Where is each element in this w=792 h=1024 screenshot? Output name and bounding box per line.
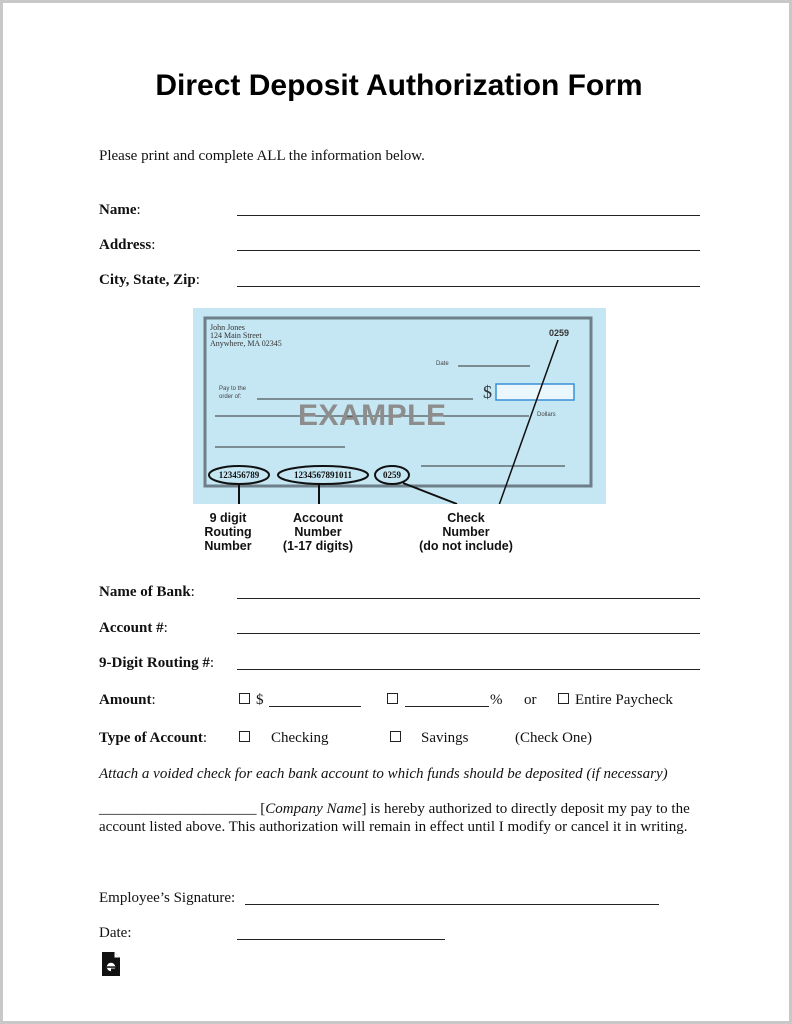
account-caption: Account Number (1-17 digits) bbox=[282, 511, 354, 553]
signature-field[interactable] bbox=[245, 904, 659, 905]
page-title: Direct Deposit Authorization Form bbox=[155, 69, 643, 102]
check-dollar-sign: $ bbox=[483, 382, 492, 402]
check-one-note: (Check One) bbox=[515, 730, 593, 746]
entire-paycheck-label: Entire Paycheck bbox=[575, 692, 673, 708]
checking-label: Checking bbox=[271, 730, 329, 746]
entire-paycheck-checkbox[interactable] bbox=[558, 693, 569, 704]
account-type-label: Type of Account: bbox=[99, 730, 208, 746]
document-logo-icon bbox=[101, 951, 121, 977]
check-number-top: 0259 bbox=[549, 328, 570, 338]
check-number-micr: 0259 bbox=[383, 470, 401, 480]
check-owner-city: Anywhere, MA 02345 bbox=[210, 339, 282, 348]
routing-number-label: 9-Digit Routing #: bbox=[99, 655, 215, 671]
amount-or-text: or bbox=[524, 692, 537, 708]
savings-checkbox[interactable] bbox=[390, 731, 401, 742]
name-field[interactable] bbox=[237, 215, 700, 216]
authorization-paragraph: _____________________ [Company Name] is hereby authorized to directly deposit my pay to the account listed above. This authorization will remain in effect until I modify or cancel it in writing. bbox=[99, 801, 690, 835]
account-number-micr: 1234567891011 bbox=[293, 470, 353, 480]
name-label: Name: bbox=[99, 202, 141, 218]
amount-percent-checkbox[interactable] bbox=[387, 693, 398, 704]
savings-label: Savings bbox=[421, 730, 469, 746]
routing-caption: 9 digit Routing Number bbox=[204, 511, 252, 553]
city-state-zip-field[interactable] bbox=[237, 286, 700, 287]
intro-text: Please print and complete ALL the information below. bbox=[99, 148, 425, 164]
check-payto-line2: order of: bbox=[219, 394, 242, 400]
signature-label: Employee’s Signature: bbox=[99, 890, 236, 906]
city-state-zip-label: City, State, Zip: bbox=[99, 272, 200, 288]
checking-checkbox[interactable] bbox=[239, 731, 250, 742]
check-watermark: EXAMPLE bbox=[298, 399, 447, 432]
company-name-blank[interactable]: _____________________ bbox=[99, 801, 257, 817]
check-dollars-label: Dollars bbox=[537, 412, 556, 418]
address-label: Address: bbox=[99, 237, 156, 253]
address-field[interactable] bbox=[237, 250, 700, 251]
check-date-label: Date bbox=[436, 361, 449, 367]
amount-label: Amount: bbox=[99, 692, 156, 708]
amount-dollar-checkbox[interactable] bbox=[239, 693, 250, 704]
amount-dollar-field[interactable] bbox=[269, 706, 361, 707]
check-example-image bbox=[193, 308, 606, 504]
account-number-label: Account #: bbox=[99, 620, 168, 636]
routing-number-micr: 123456789 bbox=[218, 470, 260, 480]
routing-number-field[interactable] bbox=[237, 669, 700, 670]
company-name-placeholder: Company Name bbox=[265, 801, 362, 817]
check-payto-line1: Pay to the bbox=[219, 386, 247, 392]
check-owner-street: 124 Main Street bbox=[210, 331, 262, 340]
amount-dollar-prefix: $ bbox=[256, 692, 264, 708]
check-number-caption: Check Number (do not include) bbox=[419, 511, 513, 553]
date-label: Date: bbox=[99, 925, 132, 941]
date-field[interactable] bbox=[237, 939, 445, 940]
account-number-field[interactable] bbox=[237, 633, 700, 634]
amount-percent-field[interactable] bbox=[405, 706, 489, 707]
check-amount-box bbox=[496, 384, 574, 400]
check-owner-name: John Jones bbox=[210, 323, 245, 332]
amount-percent-suffix: % bbox=[490, 692, 503, 708]
attach-voided-check-note: Attach a voided check for each bank account to which funds should be deposited (if necessary) bbox=[99, 766, 668, 782]
authorization-text: is hereby authorized to directly deposit my pay to the account listed above. This authorization will remain in effect until I modify or cancel it in writing. bbox=[99, 801, 690, 835]
bank-name-label: Name of Bank: bbox=[99, 584, 195, 600]
bank-name-field[interactable] bbox=[237, 598, 700, 599]
